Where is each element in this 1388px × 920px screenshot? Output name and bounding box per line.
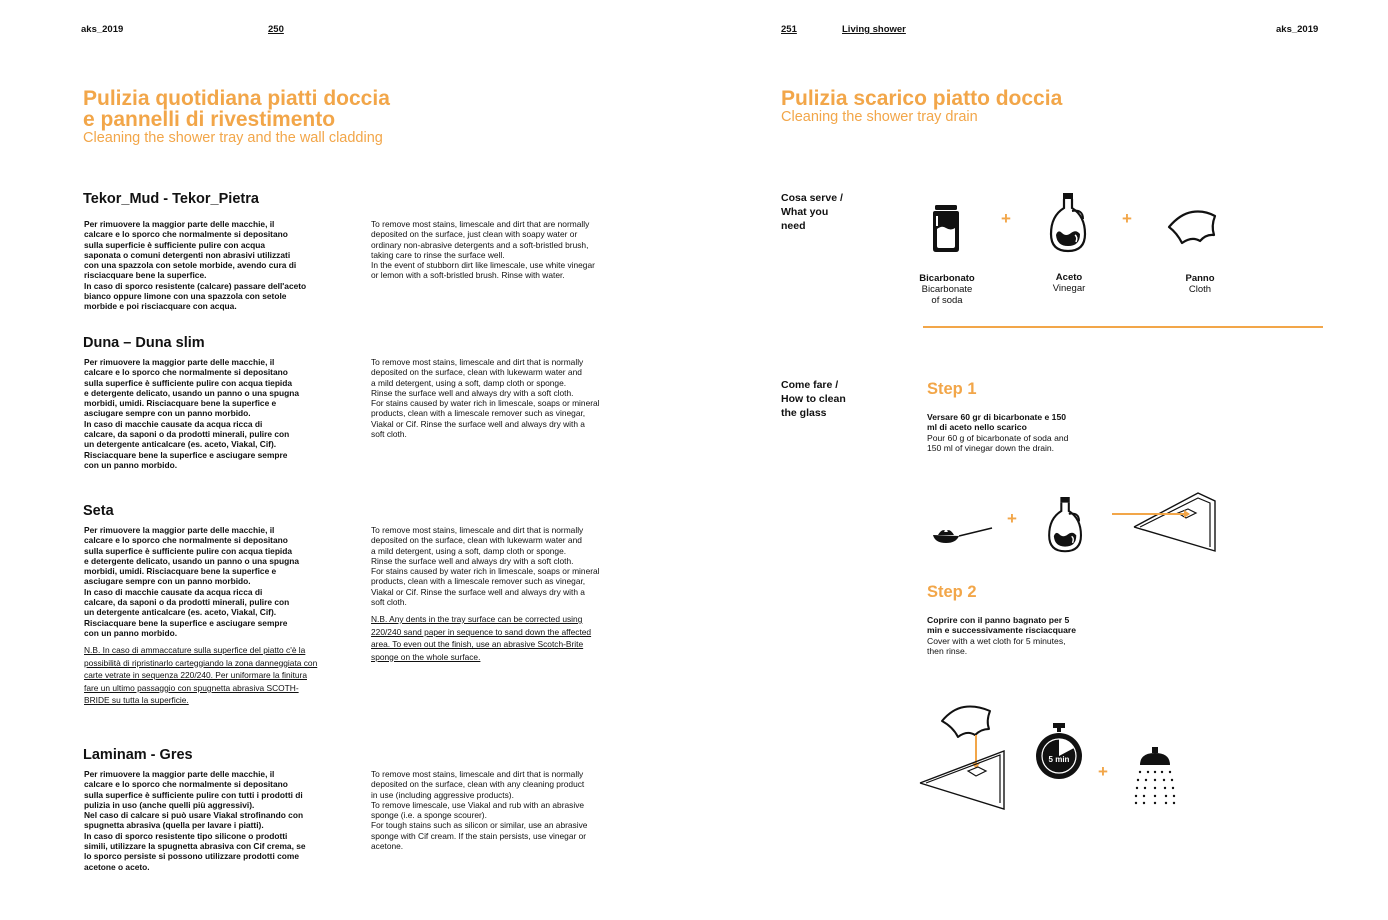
text-line: In caso di macchie causate da acqua ricca di (84, 418, 263, 429)
text-line: Rinse the surface well and always dry with a soft cloth. (371, 555, 574, 566)
section-tekor-english (371, 219, 621, 281)
text-line: sulla superficie è sufficiente pulire con acqua (84, 239, 266, 250)
text-line: bianco oppure limone con una spazzola con setole (84, 291, 287, 302)
need-item-subtitle: Vinegar (1052, 283, 1086, 294)
timer-icon (1033, 723, 1085, 781)
section-seta-note-english (371, 613, 631, 663)
text-line: Come fare / (781, 379, 839, 391)
text-line: BRIDE su tutta la superficie. (84, 695, 189, 706)
section-seta-italian (84, 525, 342, 638)
step-1-text (927, 412, 1097, 453)
text-line: risciacquare bene la superfice. (84, 270, 207, 281)
text-line: sponge with Cif cream. If the stain persists, use vinegar or (371, 830, 587, 841)
vinegar-bottle-icon (1043, 497, 1089, 555)
section-tekor-italian (84, 219, 342, 312)
section-duna-italian (84, 357, 342, 470)
text-line: For stains caused by water rich in limescale, soaps or mineral (371, 398, 600, 409)
right-brand: aks_2019 (1276, 24, 1319, 35)
text-line: area. To even out the finish, use an abrasive Scotch-Brite (371, 639, 584, 650)
section-heading-laminam: Laminam - Gres (83, 747, 193, 763)
text-line: Risciacquare bene la superfice e asciugare sempre (84, 449, 288, 460)
text-line: con un panno morbido. (84, 459, 178, 470)
text-line: then rinse. (927, 645, 968, 656)
text-line: To remove most stains, limescale and dirt that are normally (371, 219, 590, 229)
right-subtitle: Cleaning the shower tray drain (781, 109, 978, 125)
step-2-title: Step 2 (927, 583, 977, 601)
text-line: Coprire con il panno bagnato per 5 (927, 615, 1070, 625)
text-line: con una spazzola con setole morbide, avendo cura di (84, 260, 297, 271)
text-line: Rinse the surface well and always dry with a soft cloth. (371, 387, 574, 398)
text-line: products, clean with a limescale remover such as vinegar, (371, 408, 586, 419)
text-line: the glass (781, 407, 827, 419)
need-item-title: Bicarbonato (919, 273, 975, 284)
section-heading-duna: Duna – Duna slim (83, 335, 205, 351)
text-line: Versare 60 gr di bicarbonate e 150 (927, 412, 1067, 422)
text-line: morbidi, umidi. Risciacquare bene la superfice e (84, 566, 277, 577)
text-line: Risciacquare bene la superfice e asciugare sempre (84, 617, 288, 628)
step-2-text (927, 615, 1097, 656)
text-line: 220/240 sand paper in sequence to sand down the affected (371, 626, 592, 637)
bicarbonate-jar-icon (928, 204, 964, 254)
text-line: soft cloth. (371, 597, 407, 608)
section-seta-english (371, 525, 621, 607)
text-line: simili, utilizzare la spugnetta abrasiva con Cif crema, se (84, 841, 306, 852)
text-line: Nel caso di calcare si può usare Viakal strofinando con (84, 810, 304, 821)
text-line: To remove most stains, limescale and dirt that is normally (371, 357, 584, 367)
plus-icon: + (1122, 209, 1132, 228)
text-line: e detergente delicato, usando un panno o una spugna (84, 555, 299, 566)
right-page-number: 251 (781, 24, 797, 35)
need-label (781, 191, 843, 233)
shower-tray-drain-icon (1110, 489, 1220, 557)
text-line: Per rimuovere la maggior parte delle macchie, il (84, 769, 275, 779)
text-line: min e successivamente risciacquare (927, 625, 1077, 636)
text-line: in use (including aggressive products). (371, 789, 514, 800)
text-line: In caso di sporco resistente (calcare) passare dell'aceto (84, 280, 307, 291)
need-item-vinegar (1014, 272, 1124, 294)
text-line: saponata o comuni detergenti non abrasivi utilizzati (84, 249, 291, 260)
need-item-subtitle: Bicarbonate (921, 284, 973, 295)
text-line: con un panno morbido. (84, 627, 178, 638)
text-line: un detergente anticalcare (es. aceto, Viakal, Cif). (84, 439, 277, 450)
plus-icon: + (1001, 209, 1011, 228)
text-line: ml di aceto nello scarico (927, 422, 1027, 433)
text-line: spugnetta abrasiva (quella per lavare i piatti). (84, 820, 264, 831)
text-line: To remove limescale, use Viakal and rub with an abrasive (371, 799, 585, 810)
text-line: calcare e lo sporco che normalmente si depositano (84, 779, 288, 790)
text-line: Cosa serve / (781, 192, 843, 204)
need-item-subtitle: of soda (931, 295, 963, 306)
text-line: acetone o aceto. (84, 861, 150, 872)
text-line: sulla superfice è sufficiente pulire con tutti i prodotti di (84, 789, 303, 800)
right-section-title: Living shower (842, 24, 906, 35)
step-1-title: Step 1 (927, 380, 977, 398)
text-line: deposited on the surface, just clean with soapy water or (371, 229, 578, 240)
text-line: calcare, da saponi o da prodotti minerali, pulire con (84, 597, 290, 608)
plus-icon: + (1007, 509, 1017, 528)
need-item-title: Panno (1185, 273, 1215, 284)
text-line: How to clean (781, 393, 846, 405)
text-line: possibilità di ripristinarlo carteggiando la zona danneggiata con (84, 657, 318, 668)
text-line: In caso di macchie causate da acqua ricca di (84, 586, 263, 597)
text-line: carte vetrate in sequenza 220/240. Per uniformare la finitura (84, 670, 307, 681)
section-divider (923, 326, 1323, 328)
vinegar-bottle-icon (1046, 193, 1092, 255)
need-item-subtitle: Cloth (1188, 284, 1212, 295)
text-line: fare un ultimo passaggio con spugnetta abrasiva SCOTH- (84, 682, 299, 693)
text-line: 150 ml of vinegar down the drain. (927, 442, 1055, 453)
text-line: In caso di sporco resistente tipo silicone o prodotti (84, 830, 288, 841)
text-line: Cover with a wet cloth for 5 minutes, (927, 635, 1066, 646)
text-line: Pour 60 g of bicarbonate of soda and (927, 432, 1069, 443)
text-line: deposited on the surface, clean with lukewarm water and (371, 535, 582, 546)
text-line: To remove most stains, limescale and dirt that is normally (371, 525, 584, 535)
text-line: Viakal or Cif. Rinse the surface well and always dry with a (371, 586, 585, 597)
cloth-icon (1166, 210, 1218, 246)
text-line: deposited on the surface, clean with any cleaning product (371, 779, 585, 790)
section-heading-tekor: Tekor_Mud - Tekor_Pietra (83, 191, 259, 207)
text-line: e detergente delicato, usando un panno o una spugna (84, 387, 299, 398)
text-line: calcare e lo sporco che normalmente si depositano (84, 229, 288, 240)
text-line: lo sporco persiste si possono utilizzare prodotti come (84, 851, 299, 862)
text-line: Viakal or Cif. Rinse the surface well and always dry with a (371, 418, 585, 429)
section-seta-note-italian (84, 644, 354, 707)
text-line: or lemon with a soft-bristled brush. Rinse with water. (371, 270, 565, 281)
text-line: Per rimuovere la maggior parte delle macchie, il (84, 525, 275, 535)
text-line: soft cloth. (371, 429, 407, 440)
text-line: products, clean with a limescale remover such as vinegar, (371, 576, 586, 587)
text-line: a mild detergent, using a soft, damp cloth or sponge. (371, 377, 567, 388)
text-line: taking care to rinse the surface well. (371, 249, 505, 260)
text-line: morbide e poi risciacquare con acqua. (84, 301, 237, 312)
text-line: calcare e lo sporco che normalmente si depositano (84, 367, 288, 378)
text-line: pulizia in uso (anche quelli più aggressivi). (84, 799, 255, 810)
left-brand: aks_2019 (81, 24, 124, 35)
text-line: sulla superfice è sufficiente pulire con acqua tiepida (84, 545, 293, 556)
text-line: morbidi, umidi. Risciacquare bene la superfice e (84, 398, 277, 409)
plus-icon: + (1098, 762, 1108, 781)
text-line: In the event of stubborn dirt like limescale, use white vinegar (371, 260, 595, 271)
text-line: To remove most stains, limescale and dirt that is normally (371, 769, 584, 779)
section-heading-seta: Seta (83, 503, 114, 519)
text-line: deposited on the surface, clean with lukewarm water and (371, 367, 582, 378)
text-line: N.B. Any dents in the tray surface can be corrected using (371, 614, 583, 624)
section-laminam-english (371, 769, 621, 851)
section-laminam-italian (84, 769, 342, 872)
text-line: sulla superfice è sufficiente pulire con acqua tiepida (84, 377, 293, 388)
left-title-line-1: Pulizia quotidiana piatti doccia (83, 87, 390, 110)
text-line: un detergente anticalcare (es. aceto, Viakal, Cif). (84, 607, 277, 618)
text-line: asciugare sempre con un panno morbido. (84, 408, 251, 419)
text-line: N.B. In caso di ammaccature sulla superfice del piatto c'è la (84, 645, 306, 655)
text-line: asciugare sempre con un panno morbido. (84, 576, 251, 587)
right-title-block (781, 88, 1062, 126)
how-label (781, 378, 846, 420)
text-line: sponge on the whole surface. (371, 651, 481, 662)
text-line: calcare, da saponi o da prodotti minerali, pulire con (84, 429, 290, 440)
right-title: Pulizia scarico piatto doccia (781, 87, 1063, 110)
need-item-title: Aceto (1055, 272, 1083, 283)
text-line: What you (781, 206, 829, 218)
left-title-block (83, 88, 390, 147)
cloth-over-drain-icon (918, 703, 1014, 815)
left-page-number: 250 (268, 24, 284, 35)
timer-label: 5 min (1048, 755, 1070, 764)
text-line: ordinary non-abrasive detergents and a soft-bristled brush, (371, 239, 589, 250)
need-item-bicarbonate (892, 273, 1002, 306)
left-title-line-2: e pannelli di rivestimento (83, 108, 336, 131)
section-duna-english (371, 357, 621, 439)
text-line: calcare e lo sporco che normalmente si depositano (84, 535, 288, 546)
text-line: acetone. (371, 841, 404, 852)
text-line: Per rimuovere la maggior parte delle macchie, il (84, 357, 275, 367)
need-item-cloth (1145, 273, 1255, 295)
left-subtitle: Cleaning the shower tray and the wall cladding (83, 130, 383, 146)
shower-head-icon (1134, 747, 1176, 805)
spoon-icon (932, 523, 994, 547)
text-line: a mild detergent, using a soft, damp cloth or sponge. (371, 545, 567, 556)
text-line: need (781, 220, 806, 232)
text-line: sponge (i.e. a sponge scourer). (371, 810, 487, 821)
text-line: For tough stains such as silicon or similar, use an abrasive (371, 820, 588, 831)
text-line: Per rimuovere la maggior parte delle macchie, il (84, 219, 275, 229)
text-line: For stains caused by water rich in limescale, soaps or mineral (371, 566, 600, 577)
